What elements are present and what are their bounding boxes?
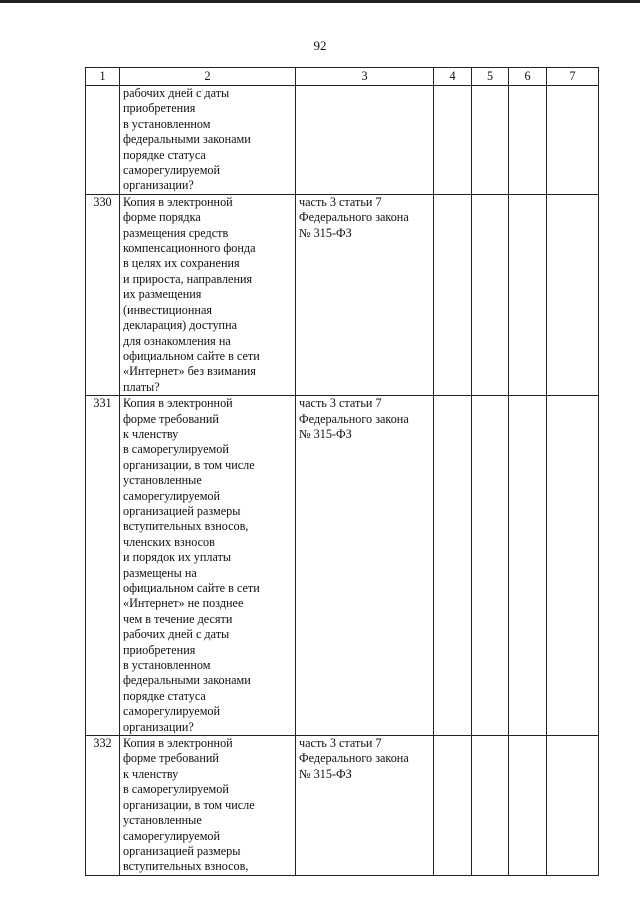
question-line: федеральными законами: [123, 132, 251, 147]
row-empty-col-6: [509, 736, 547, 876]
row-empty-col-4: [434, 194, 472, 395]
row-empty-col-4: [434, 736, 472, 876]
row-empty-col-7: [547, 736, 599, 876]
table-row: [86, 86, 599, 195]
reference-line: Федерального закона: [299, 210, 409, 225]
question-line: «Интернет» не позднее: [123, 596, 244, 611]
row-question: [120, 396, 296, 736]
question-line: платы?: [123, 379, 160, 394]
reference-line: № 315-ФЗ: [299, 766, 352, 781]
question-line: «Интернет» без взимания: [123, 364, 256, 379]
reference-line: Федерального закона: [299, 751, 409, 766]
question-line: компенсационного фонда: [123, 241, 256, 256]
row-empty-col-5: [472, 194, 509, 395]
reference-line: часть 3 статьи 7: [299, 194, 382, 209]
question-line: порядке статуса: [123, 147, 206, 162]
header-col-2: 2: [120, 68, 296, 86]
header-row: [86, 68, 599, 86]
row-number: 330: [86, 194, 120, 395]
question-line: к членству: [123, 766, 179, 781]
row-legal-reference: [296, 736, 434, 876]
row-empty-col-7: [547, 194, 599, 395]
reference-line: № 315-ФЗ: [299, 225, 352, 240]
question-line: и прироста, направления: [123, 271, 253, 286]
row-number: 331: [86, 396, 120, 736]
reference-line: Федерального закона: [299, 411, 409, 426]
header-col-3: 3: [296, 68, 434, 86]
question-line: в установленном: [123, 116, 211, 131]
question-line: чем в течение десяти: [123, 611, 233, 626]
row-question: [120, 86, 296, 195]
question-line: саморегулируемой: [123, 163, 221, 178]
question-line: порядке статуса: [123, 688, 206, 703]
reference-line: часть 3 статьи 7: [299, 736, 382, 751]
row-empty-col-5: [472, 396, 509, 736]
question-line: к членству: [123, 426, 179, 441]
header-col-1: 1: [86, 68, 120, 86]
question-line: саморегулируемой: [123, 704, 221, 719]
question-line: организацией размеры: [123, 843, 241, 858]
row-empty-col-4: [434, 86, 472, 195]
question-line: организации?: [123, 719, 194, 734]
row-empty-col-7: [547, 396, 599, 736]
row-legal-reference: [296, 194, 434, 395]
question-line: официальном сайте в сети: [123, 581, 260, 595]
question-line: рабочих дней с даты: [123, 86, 230, 100]
row-question: [120, 194, 296, 395]
question-line: федеральными законами: [123, 673, 251, 688]
question-line: (инвестиционная: [123, 302, 212, 317]
question-line: Копия в электронной: [123, 396, 233, 411]
question-line: установленные: [123, 813, 202, 828]
row-legal-reference: [296, 86, 434, 195]
question-line: саморегулируемой: [123, 828, 221, 843]
header-col-4: 4: [434, 68, 472, 86]
row-empty-col-5: [472, 86, 509, 195]
question-line: организацией размеры: [123, 503, 241, 518]
question-line: саморегулируемой: [123, 488, 221, 503]
reference-line: часть 3 статьи 7: [299, 396, 382, 411]
question-line: форме порядка: [123, 210, 201, 225]
page-top-edge: [0, 0, 640, 3]
row-legal-reference: [296, 396, 434, 736]
question-line: в саморегулируемой: [123, 442, 229, 457]
question-line: в целях их сохранения: [123, 256, 240, 271]
table-row: [86, 194, 599, 395]
question-line: установленные: [123, 473, 202, 488]
header-col-6: 6: [509, 68, 547, 86]
row-number: [86, 86, 120, 195]
table-row: [86, 736, 599, 876]
question-line: официальном сайте в сети: [123, 348, 260, 363]
question-line: их размещения: [123, 287, 202, 302]
question-line: приобретения: [123, 101, 196, 116]
question-line: форме требований: [123, 411, 219, 426]
question-line: для ознакомления на: [123, 333, 231, 348]
row-empty-col-6: [509, 194, 547, 395]
question-line: форме требований: [123, 751, 219, 766]
row-empty-col-5: [472, 736, 509, 876]
question-line: рабочих дней с даты: [123, 627, 230, 642]
header-col-7: 7: [547, 68, 599, 86]
row-empty-col-6: [509, 86, 547, 195]
question-line: вступительных взносов,: [123, 519, 249, 534]
row-empty-col-7: [547, 86, 599, 195]
question-line: размещены на: [123, 565, 197, 580]
row-empty-col-4: [434, 396, 472, 736]
question-line: в саморегулируемой: [123, 782, 229, 797]
question-line: организации?: [123, 178, 194, 193]
question-line: в установленном: [123, 658, 211, 673]
question-line: организации, в том числе: [123, 457, 255, 472]
page-number: 92: [313, 38, 327, 53]
question-line: вступительных взносов,: [123, 859, 249, 874]
question-line: членских взносов: [123, 534, 215, 549]
table-row: [86, 396, 599, 736]
row-number: 332: [86, 736, 120, 876]
question-line: декларация) доступна: [123, 318, 238, 333]
question-line: и порядок их уплаты: [123, 550, 232, 565]
requirements-table: [85, 67, 599, 876]
row-question: [120, 736, 296, 876]
question-line: Копия в электронной: [123, 736, 233, 751]
row-empty-col-6: [509, 396, 547, 736]
reference-line: № 315-ФЗ: [299, 426, 352, 441]
question-line: размещения средств: [123, 225, 229, 240]
question-line: организации, в том числе: [123, 797, 255, 812]
header-col-5: 5: [472, 68, 509, 86]
question-line: приобретения: [123, 642, 196, 657]
question-line: Копия в электронной: [123, 194, 233, 209]
